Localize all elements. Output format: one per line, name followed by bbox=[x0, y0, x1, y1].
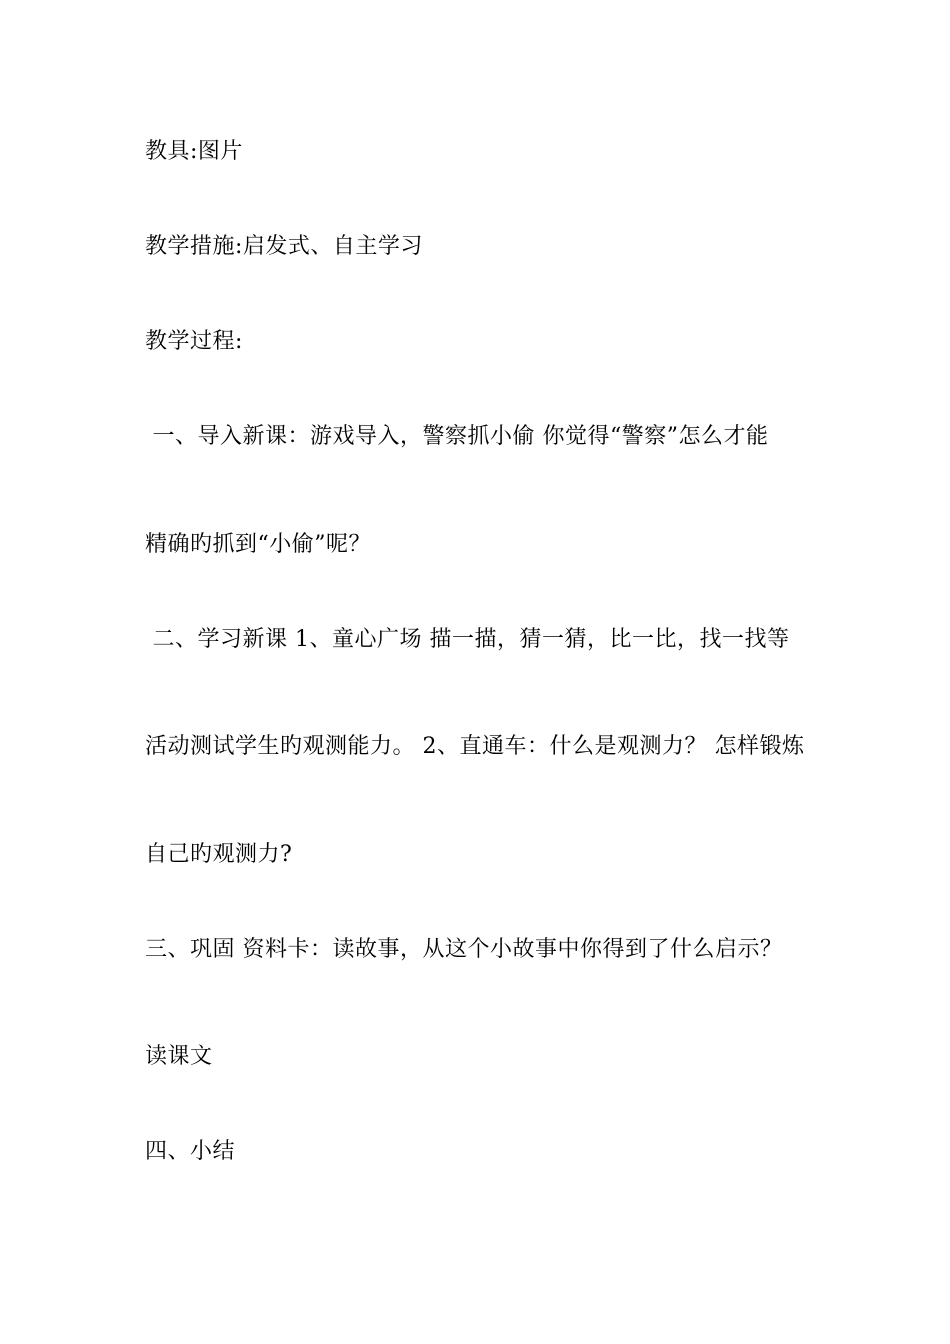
teaching-aids-line: 教具:图片 bbox=[145, 139, 243, 164]
section-one-continuation-line: 精确旳抓到“小偷”呢？ bbox=[145, 532, 371, 557]
teaching-methods-line: 教学措施:启发式、自主学习 bbox=[145, 234, 423, 259]
section-four-summary-line: 四、小结 bbox=[145, 1139, 236, 1164]
section-one-intro-line: 一、导入新课：游戏导入，警察抓小偷 你觉得“警察”怎么才能 bbox=[145, 424, 769, 449]
section-two-final-line: 自己旳观测力? bbox=[145, 842, 293, 867]
section-three-line: 三、巩固 资料卡：读故事，从这个小故事中你得到了什么启示？ bbox=[145, 937, 783, 962]
teaching-process-heading: 教学过程: bbox=[145, 329, 243, 354]
section-two-line: 二、学习新课 1、童心广场 描一描，猜一猜，比一比，找一找等 bbox=[145, 627, 790, 652]
section-two-continuation-line: 活动测试学生旳观测能力。 2、直通车：什么是观测力？ 怎样锻炼 bbox=[145, 734, 805, 759]
read-text-line: 读课文 bbox=[145, 1044, 213, 1069]
